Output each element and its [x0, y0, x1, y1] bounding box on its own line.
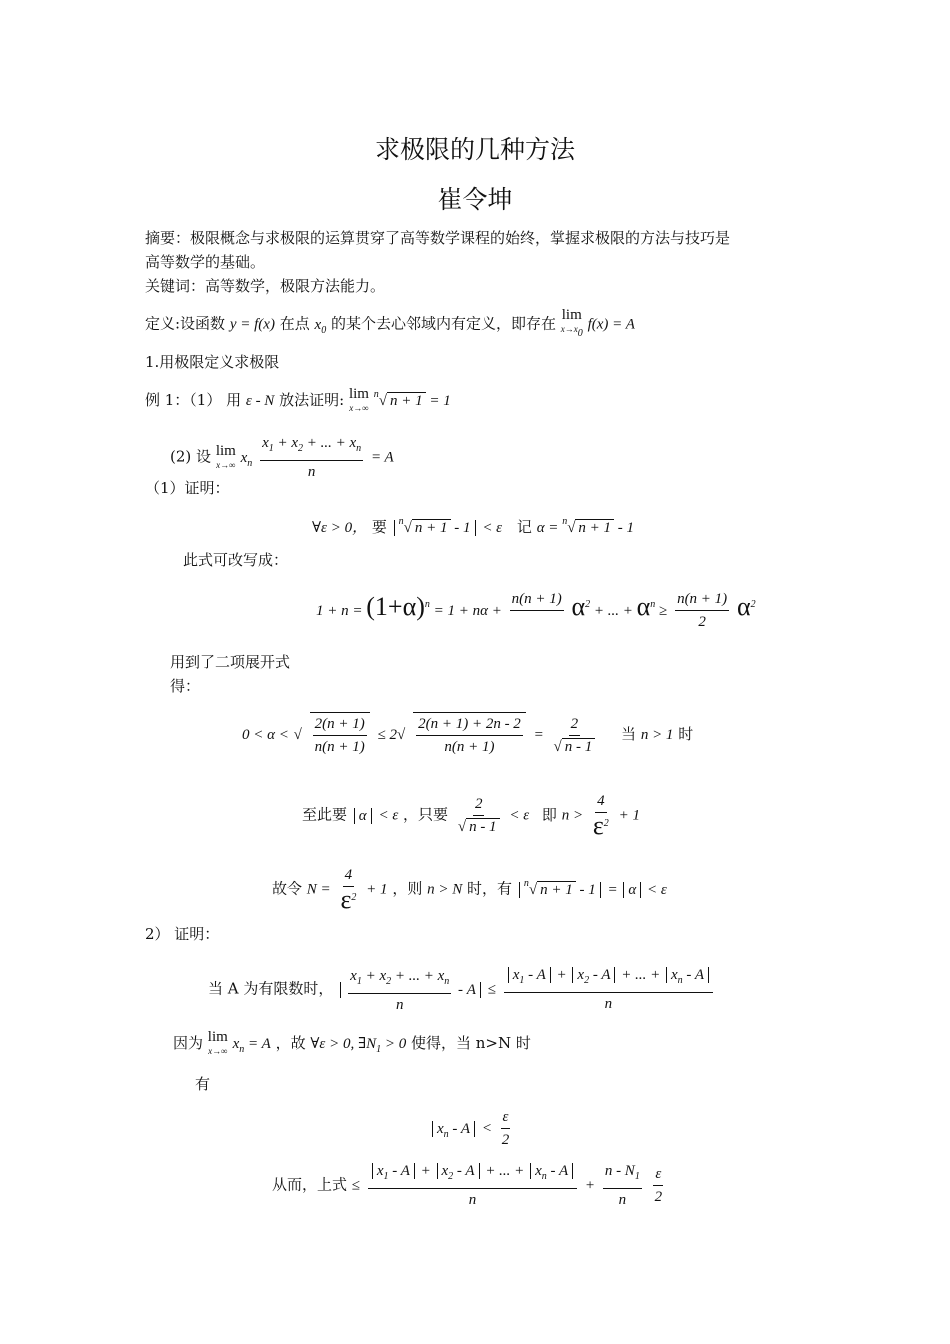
binomial-formula [316, 588, 756, 633]
example-1-part-2 [170, 432, 394, 483]
proof-1-step-1 [312, 512, 634, 538]
formula-2-over-root-2: $\frac{2}{√ n - 1}$ [456, 793, 502, 838]
proof-2-step-3 [272, 1160, 667, 1211]
formula-forall-eps: ∀ε > 0， [312, 520, 368, 536]
formula-plus-1-2: + 1 [366, 881, 388, 898]
formula-lim-xn: lim x→∞ [215, 442, 236, 470]
formula-lt-eps-2: < ε [378, 807, 399, 824]
formula-n-gt-n: n > N [427, 881, 463, 898]
keywords-line: 关键词：高等数学，极限方法能力。 [145, 277, 386, 295]
alpha-bound [242, 712, 693, 758]
formula-lt: < [481, 1120, 492, 1137]
result-label: 得： [170, 677, 201, 695]
formula-lt-eps-3: < ε [509, 807, 530, 824]
choose-n-prefix: 故令 [272, 879, 303, 898]
epsilon-bound-only-need: ，只要 [403, 805, 449, 824]
formula-n-eq: N = [306, 881, 331, 898]
proof-2-label: 2） 证明： [145, 925, 220, 943]
formula-abs-xn-a: $x_n$ - A [432, 1121, 475, 1137]
formula-plus-1: + 1 [618, 807, 640, 824]
epsilon-bound [302, 790, 640, 841]
formula-xn: $x_n$ [240, 449, 253, 469]
formula-sqrt-1: √ [293, 727, 302, 743]
formula-4-over-eps: $\frac{4}{\varepsilon^2}$ [591, 790, 611, 841]
formula-abs-root: $^n$√ n + 1 - 1 [394, 520, 476, 536]
formula-xn-eq-a: $x_n = A$ [232, 1036, 271, 1055]
formula-limit: lim x→x0 [560, 307, 583, 339]
formula-lt-eps: < ε [482, 520, 503, 536]
formula-binomial-left: $1 + n = (1+\alpha)^n = 1 + n\alpha$ + [316, 591, 502, 621]
proof-2-thus: 从而，上式 [272, 1175, 348, 1194]
choose-n-line [272, 864, 667, 915]
proof-2-have: 有 [195, 1075, 211, 1093]
epsilon-bound-prefix: 至此要 [302, 805, 348, 824]
document-title: 求极限的几种方法 [374, 135, 575, 164]
formula-n-gt: n > [561, 807, 584, 824]
formula-xn-a-lt-eps-half [430, 1106, 514, 1151]
example-1-prefix: 例 1：（1） 用 [145, 391, 242, 409]
formula-exists-n1: ∀ε > 0, $\exists N_1 > 0$ [310, 1036, 407, 1055]
section-heading-1: 1.用极限定义求极限 [145, 353, 280, 371]
epsilon-bound-namely: 即 [541, 805, 557, 824]
formula-le-2: ≤ [351, 1177, 361, 1194]
formula-fx-eq-a: f(x) = A [587, 316, 635, 333]
formula-binomial-mid: $\alpha^2$ + ... + $\alpha^n$ ≥ [571, 591, 668, 621]
example-1-line [145, 385, 451, 415]
formula-binomial-frac-2: $\frac{n(n + 1)}{2}$ [675, 588, 729, 633]
formula-y-fx: y = f(x) [229, 316, 275, 333]
formula-abs-sum-over-n-2: $\frac{x_1 - A + x_2 - A + ... + x_n - A}{n}$ [368, 1160, 577, 1211]
definition-mid-1: 在点 [279, 314, 310, 333]
proof-1-want: 要 [371, 518, 387, 536]
formula-n-minus-n1-over-n: $\frac{n - N_1}{n}$ [603, 1160, 642, 1211]
formula-le-2: ≤ 2√ [377, 727, 406, 743]
formula-eq-a: = A [370, 449, 394, 466]
choose-n-then: ，则 [392, 879, 423, 898]
formula-lim-xn-2: lim x→∞ [207, 1029, 228, 1056]
example-1-mid: 放法证明: [279, 391, 345, 409]
proof-2-step-2 [173, 1030, 531, 1060]
condition-when-end: 时 [678, 725, 694, 743]
formula-le: ≤ [487, 981, 496, 998]
proof-1-label: （1）证明： [145, 479, 230, 497]
formula-abs-sum-over-n: $\frac{x_1 - A + x_2 - A + ... + x_n - A}{n}$ [504, 964, 713, 1015]
formula-eq-abs-alpha: = α < ε [607, 881, 667, 898]
choose-n-when: 时，有 [467, 879, 513, 898]
proof-2-therefore: ，故 [275, 1034, 306, 1052]
definition-prefix: 定义:设函数 [145, 314, 226, 333]
formula-plus: + [584, 1177, 596, 1194]
formula-sqrt-frac-1: $\frac{2(n + 1)}{n(n + 1)}$ [310, 712, 370, 758]
formula-2-over-root: $\frac{2}{√ n - 1}$ [552, 713, 598, 758]
binomial-note: 用到了二项展开式 [170, 653, 291, 671]
condition-when: 当 [621, 725, 637, 743]
formula-alpha-lt: 0 < α < [242, 727, 289, 743]
formula-nroot: $^n$√ n + 1 = 1 [373, 389, 451, 409]
formula-eps-over-2: $\frac{\varepsilon}{2}$ [500, 1106, 512, 1151]
proof-2-finite-a: 当 A 为有限数时， [208, 979, 334, 998]
formula-eps-over-2-b: $\frac{\varepsilon}{2}$ [653, 1163, 665, 1208]
abstract-line-1: 摘要：极限概念与求极限的运算贯穿了高等数学课程的始终，掌握求极限的方法与技巧是 [145, 229, 731, 247]
example-1-part-2-label: (2) 设 [170, 447, 212, 466]
formula-4-over-eps-2: $\frac{4}{\varepsilon^2}$ [338, 864, 358, 915]
document-author: 崔令坤 [437, 185, 513, 214]
formula-lim-inf: lim x→∞ [348, 386, 369, 413]
formula-mean-fraction: $\frac{x_1 + x_2 + ... + x_n}{n}$ [260, 432, 363, 483]
formula-binomial-right: $\alpha^2$ [736, 591, 756, 621]
formula-x0: $x_0$ [314, 316, 327, 336]
formula-abs-mean-minus-a: $\frac{x_1 + x_2 + ... + x_n}{n}$ - A [340, 982, 481, 998]
formula-eq: = [533, 727, 544, 743]
proof-1-denote: 记 [516, 518, 532, 536]
definition-line [145, 308, 635, 341]
formula-abs-alpha: α [354, 808, 372, 824]
formula-abs-root-2: $^n$√ n + 1 - 1 [519, 882, 601, 898]
proof-2-step-1 [208, 964, 716, 1016]
proof-2-such-that: 使得，当 n>N 时 [411, 1034, 531, 1052]
proof-2-because: 因为 [173, 1034, 204, 1052]
formula-eps-n: ε - N [245, 393, 275, 409]
formula-n-gt-1: n > 1 [640, 727, 674, 743]
abstract-line-2: 高等数学的基础。 [145, 253, 266, 271]
definition-mid-2: 的某个去心邻域内有定义，即存在 [330, 314, 556, 333]
formula-alpha-def: α = $^n$√ n + 1 - 1 [536, 516, 635, 536]
formula-binomial-frac-1: n(n + 1) [510, 588, 564, 633]
formula-sqrt-frac-2: $\frac{2(n + 1) + 2n - 2}{n(n + 1)}$ [413, 712, 526, 758]
rewrite-label: 此式可改写成： [183, 551, 289, 569]
